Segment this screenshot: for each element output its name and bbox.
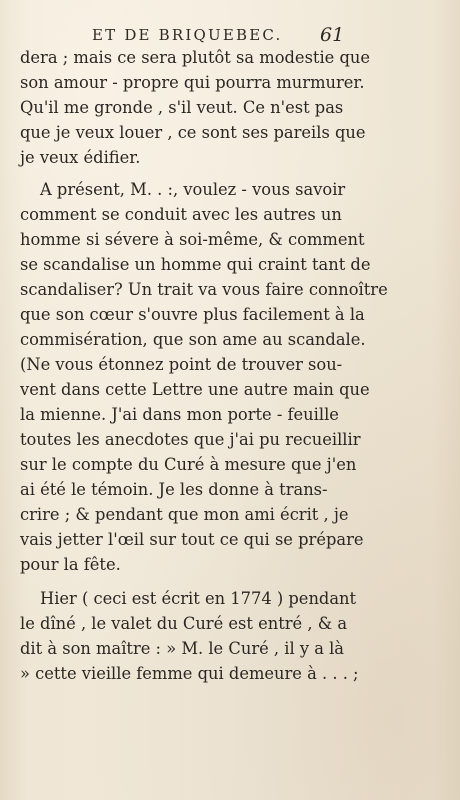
text-line: ai été le témoin. Je les donne à trans- xyxy=(20,480,328,499)
text-line: Hier ( ceci est écrit en 1774 ) pendant xyxy=(40,589,357,608)
text-line: sur le compte du Curé à mesure que j'en xyxy=(20,455,357,474)
text-line: que son cœur s'ouvre plus facilement à la xyxy=(20,305,365,324)
text-line: toutes les anecdotes que j'ai pu recueillir xyxy=(20,430,361,449)
text-line: pour la fête. xyxy=(20,555,121,574)
running-title: ET DE BRIQUEBEC. xyxy=(92,26,283,44)
text-line: dera ; mais ce sera plutôt sa modestie que xyxy=(20,48,371,67)
text-line: se scandalise un homme qui craint tant de xyxy=(20,255,371,274)
text-line: comment se conduit avec les autres un xyxy=(20,205,342,224)
page-number: 61 xyxy=(320,24,345,46)
text-line: A présent, M. . :, voulez - vous savoir xyxy=(40,180,346,199)
text-line: commisération, que son ame au scandale. xyxy=(20,330,366,349)
page-bottom-margin xyxy=(20,752,420,753)
text-line: son amour - propre qui pourra murmurer. xyxy=(20,73,365,92)
text-line: Qu'il me gronde , s'il veut. Ce n'est pas xyxy=(20,98,344,117)
text-line: je veux édifier. xyxy=(20,148,141,167)
text-line: (Ne vous étonnez point de trouver sou- xyxy=(20,355,343,374)
text-line: » cette vieille femme qui demeure à . . . ; xyxy=(20,664,359,683)
text-line: la mienne. J'ai dans mon porte - feuille xyxy=(20,405,339,424)
text-line: vent dans cette Lettre une autre main que xyxy=(20,380,370,399)
text-line: vais jetter l'œil sur tout ce qui se prépare xyxy=(20,530,364,549)
text-line: crire ; & pendant que mon ami écrit , je xyxy=(20,505,349,524)
text-line: que je veux louer , ce sont ses pareils que xyxy=(20,123,366,142)
text-line: homme si sévere à soi-même, & comment xyxy=(20,230,365,249)
text-line: dit à son maître : » M. le Curé , il y a là xyxy=(20,639,345,658)
text-line: le dîné , le valet du Curé est entré , & a xyxy=(20,614,348,633)
text-line: scandaliser? Un trait va vous faire connoître xyxy=(20,280,388,299)
